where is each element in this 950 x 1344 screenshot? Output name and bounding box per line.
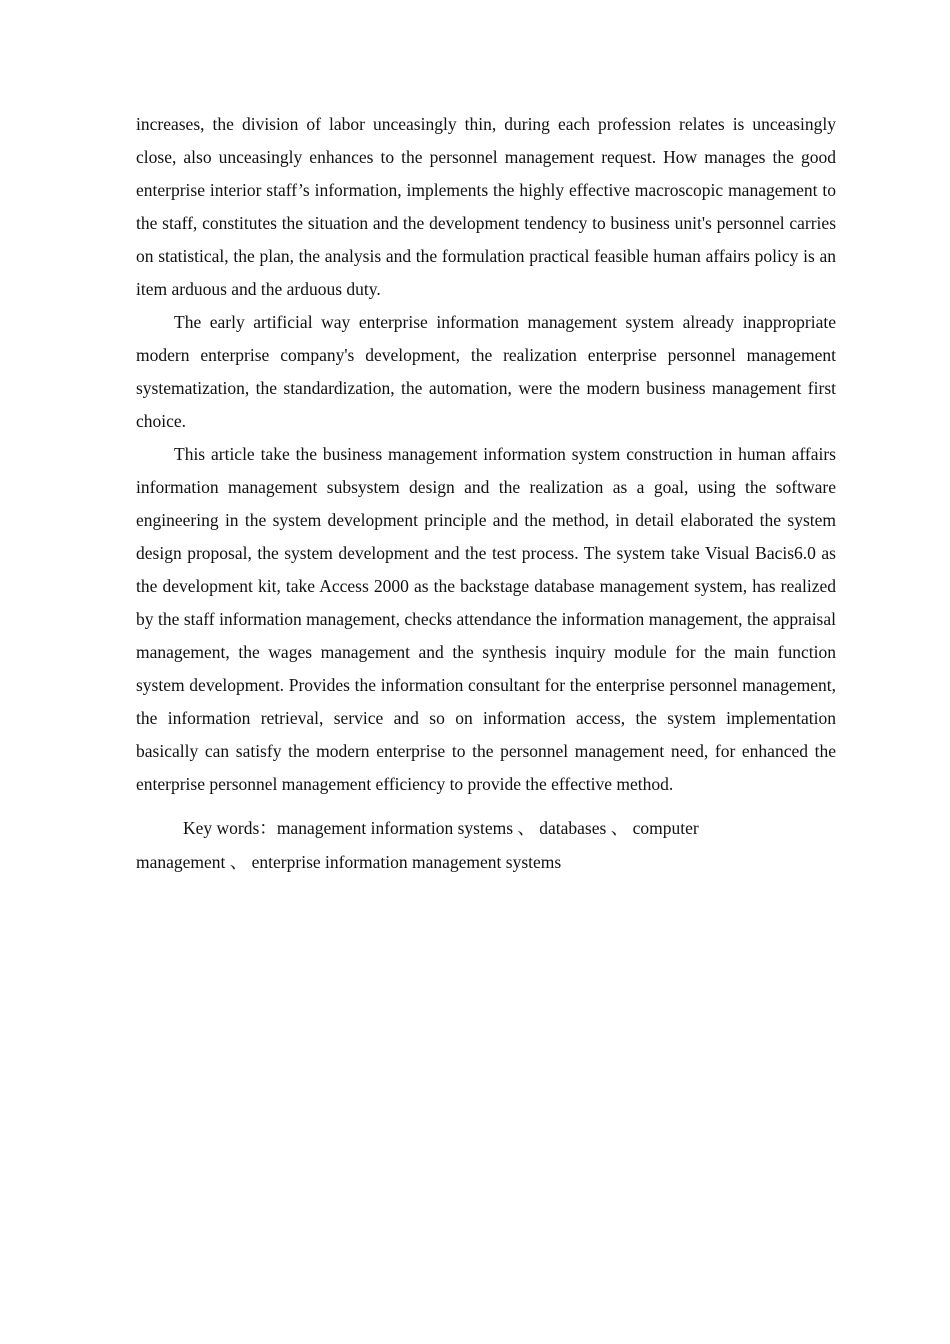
keyword-item: computer management — [136, 818, 699, 872]
keywords-line — [136, 811, 836, 879]
keyword-separator: 、 — [513, 818, 535, 838]
keyword-item: databases — [539, 818, 607, 838]
document-page — [136, 108, 836, 879]
keyword-item: management information systems — [276, 818, 514, 838]
paragraph-continuation: increases, the division of labor unceasingly thin, during each profession relates is unceasingly close, also unceasingly enhances to the personnel management request. How manages the good enterprise interior staff’s information, implements the highly effective macroscopic management to the staff, constitutes the situation and the development tendency to business unit's personnel carries on statistical, the plan, the analysis and the formulation practical feasible human affairs policy is an item arduous and the arduous duty. — [136, 114, 836, 299]
keyword-item: enterprise information management systems — [251, 852, 562, 872]
keyword-separator: 、 — [606, 818, 629, 838]
keywords-label: Key words： — [183, 818, 277, 838]
paragraph-early-artificial-way: The early artificial way enterprise information management system already inappropriate modern enterprise company's development, the realization enterprise personnel management systematization, the standardization, the automation, were the modern business management first choice. — [136, 312, 836, 431]
keyword-separator: 、 — [225, 852, 248, 872]
paragraph-this-article: This article take the business management information system construction in human affairs information management subsystem design and the realization as a goal, using the software engineering in the system development principle and the method, in detail elaborated the system design proposal, the system development and the test process. The system take Visual Bacis6.0 as the development kit, take Access 2000 as the backstage database management system, has realized by the staff information management, checks attendance the information management, the appraisal management, the wages management and the synthesis inquiry module for the main function system development. Provides the information consultant for the enterprise personnel management, the information retrieval, service and so on information access, the system implementation basically can satisfy the modern enterprise to the personnel management need, for enhanced the enterprise personnel management efficiency to provide the effective method. — [136, 444, 836, 794]
